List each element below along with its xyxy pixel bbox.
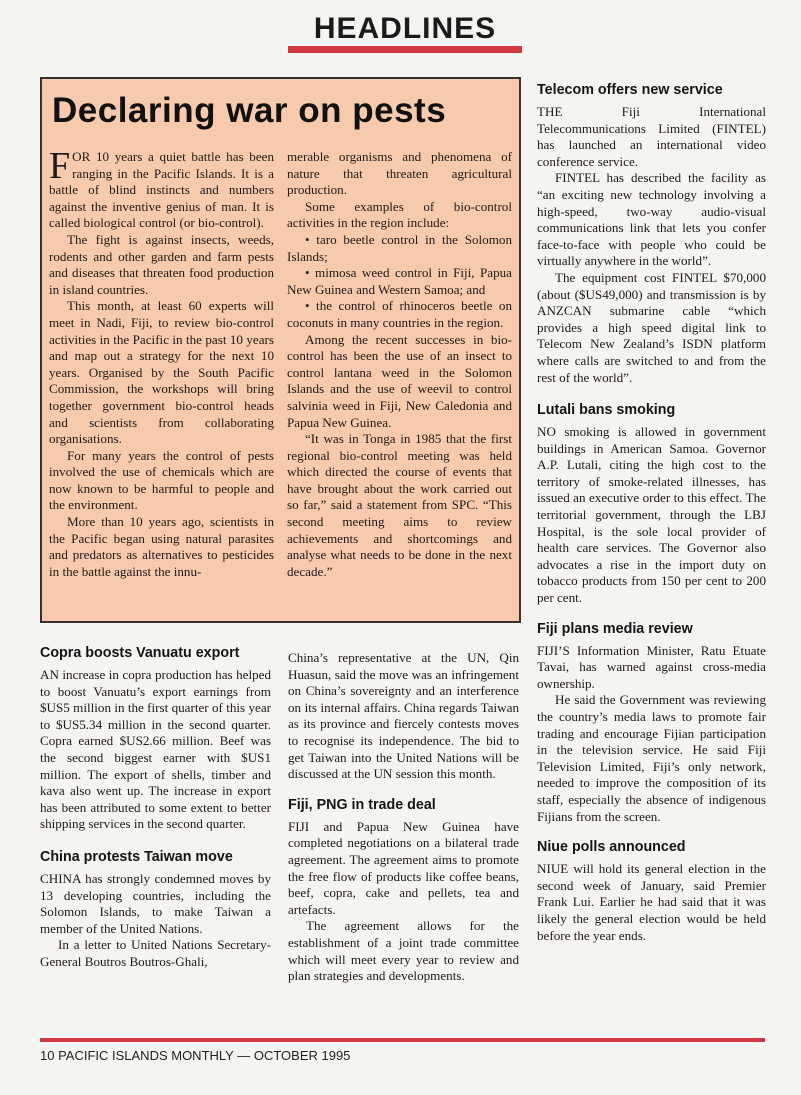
right-column — [537, 82, 766, 954]
feature-paragraph: “It was in Tonga in 1985 that the first regional bio-control meeting was held which directed the course of events that have brought about the work carried out so far,” said a statement from SPC. “This second meeting aims to review achievements and shortcomings and analyse what needs to be done in the next decade.” — [287, 431, 512, 579]
story-text: He said the Government was reviewing the country’s media laws to promote fair trading and encourage Fijian participation in the television service. He said Fiji Television Limited, Fiji’s only network, needed to improve the composition of its staff, especially the absence of indigenous Fijians from the screen. — [537, 692, 766, 824]
middle-column — [288, 650, 519, 995]
story-text: The agreement allows for the establishment of a joint trade committee which will meet every year to review and plan strategies and developments. — [288, 918, 519, 984]
feature-paragraph: • the control of rhinoceros beetle on coconuts in many countries in the region. — [287, 298, 512, 330]
story-text: FINTEL has described the facility as “an exciting new technology involving a high-speed, two-way audio-visual communications link that lets you confer face-to-face with people who could be virtually anywhere in the world”. — [537, 170, 766, 269]
feature-title: Declaring war on pests — [52, 91, 447, 130]
story-text: AN increase in copra production has helped to boost Vanuatu’s export earnings from $US5 million in the first quarter of this year to $US5.34 million in the second quarter. Copra earned $US2.66 million. Beef was the second biggest earner with $US1 million. The export of shells, timber and kava also went up. The increase in export has been attributed to some extent to better shipping services in the second quarter. — [40, 667, 271, 832]
feature-paragraph: • mimosa weed control in Fiji, Papua New Guinea and Western Samoa; and — [287, 265, 512, 297]
footer-rule — [40, 1038, 765, 1042]
story-heading: Telecom offers new service — [537, 82, 723, 98]
story-heading: Niue polls announced — [537, 839, 686, 856]
story-text: NO smoking is allowed in government buildings in American Samoa. Governor A.P. Lutali, citing the high cost to the territory of smoke-related illnesses, has issued an executive order to this effect. The territorial government, through the LBJ Hospital, is the sole local provider of health care services. The Governor also advocates a rise in the import duty on tobacco products from 150 per cent to 200 per cent. — [537, 424, 766, 606]
feature-paragraph: merable organisms and phenomena of nature that threaten agricultural production. — [287, 149, 512, 198]
story-heading: Fiji plans media review — [537, 620, 693, 637]
story-lutali — [537, 402, 766, 607]
story-fiji-media — [537, 621, 766, 826]
story-heading: Copra boosts Vanuatu export — [40, 645, 240, 661]
story-text: NIUE will hold its general election in the second week of January, said Premier Frank Lui. Earlier he had said that it was likely the general election would be held before the year ends. — [537, 861, 766, 943]
story-text: FIJI’S Information Minister, Ratu Etuate Tavai, has warned against cross-media ownership. — [537, 642, 766, 691]
feature-paragraph: Some examples of bio-control activities in the region include: — [287, 198, 512, 231]
feature-paragraph: This month, at least 60 experts will meet in Nadi, Fiji, to review bio-control activities in the Pacific in the past 10 years and map out a strategy for the next 10 years. Organised by the South Pacific Commission, the workshops will bring together government bio-control heads and scientists from collaborating organisations. — [49, 298, 274, 447]
story-china-continued — [288, 650, 519, 783]
feature-column-1 — [49, 145, 274, 580]
story-china — [40, 849, 271, 971]
feature-paragraph: More than 10 years ago, scientists in the Pacific began using natural parasites and predators as alternatives to pesticides in the battle against the innu- — [49, 514, 274, 579]
feature-column-2 — [287, 149, 512, 580]
story-heading: China protests Taiwan move — [40, 848, 233, 865]
story-text: FIJI and Papua New Guinea have completed negotiations on a bilateral trade agreement. The agreement aims to promote the free flow of products like coffee beans, beef, copra, cake and pellets, tea and artefacts. — [288, 818, 519, 917]
story-text: The equipment cost FINTEL $70,000 (about ($US49,000) and transmission is by ANZCAN submarine cable “which provides a high speed digital link to Telecom New Zealand’s ISDN platform where calls are switched to and from the rest of the world”. — [537, 269, 766, 385]
story-heading: Lutali bans smoking — [537, 402, 676, 419]
feature-paragraph: For many years the control of pests involved the use of chemicals which are now known to be harmful to people and the environment. — [49, 447, 274, 513]
story-niue — [537, 839, 766, 944]
drop-cap: F — [49, 145, 71, 187]
feature-paragraph: Among the recent successes in bio-control has been the use of an insect to control lantana weed in the Solomon Islands and the use of weevil to control salvinia weed in Fiji, New Caledonia and Papua New Guinea. — [287, 331, 512, 430]
story-telecom — [537, 82, 766, 386]
feature-box — [40, 77, 521, 623]
left-column — [40, 645, 271, 981]
story-text: In a letter to United Nations Secretary-General Boutros Boutros-Ghali, — [40, 937, 271, 969]
section-title: HEADLINES — [313, 12, 497, 45]
story-text: CHINA has strongly condemned moves by 13 developing countries, including the Solomon Islands, to make Taiwan a member of the United Nations. — [40, 870, 271, 936]
feature-paragraph: • taro beetle control in the Solomon Islands; — [287, 231, 512, 264]
feature-paragraph: The fight is against insects, weeds, rodents and other garden and farm pests and diseases that threaten food production in island countries. — [49, 231, 274, 297]
story-text: THE Fiji International Telecommunications Limited (FINTEL) has launched an international video conference service. — [537, 104, 766, 169]
story-copra — [40, 645, 271, 833]
page-footer: 10 PACIFIC ISLANDS MONTHLY — OCTOBER 1995 — [40, 1048, 351, 1063]
story-heading: Fiji, PNG in trade deal — [288, 796, 436, 813]
story-text: China’s representative at the UN, Qin Huasun, said the move was an infringement on China’s sovereignty and an interference on its internal affairs. China regards Taiwan as its province and fiercely contests moves to recognise its independence. The bid to get Taiwan into the United Nations will be discussed at the UN session this month. — [288, 650, 519, 782]
story-fiji-png — [288, 797, 519, 985]
section-header — [288, 12, 522, 53]
feature-paragraph: FOR 10 years a quiet battle has been ranging in the Pacific Islands. It is a battle of blind instincts and numbers against the inventive genius of man. It is called biological control (or bio-control). — [49, 145, 274, 231]
section-underline — [288, 46, 522, 53]
